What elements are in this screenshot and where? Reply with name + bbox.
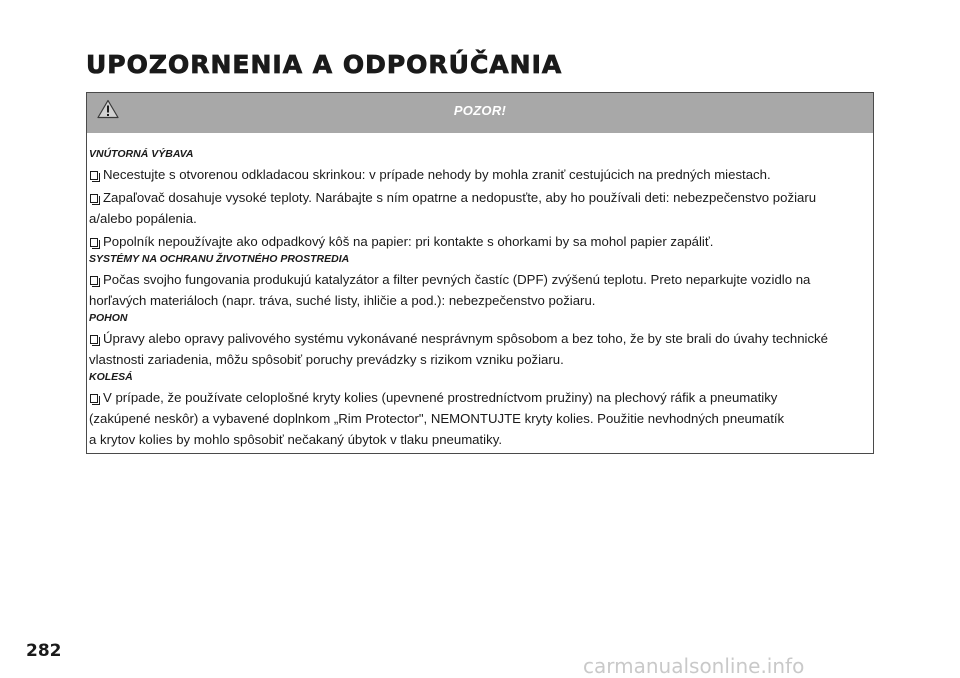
section-heading-wheels: KOLESÁ [89, 371, 133, 383]
page-number: 282 [26, 641, 62, 661]
warning-paragraph: V prípade, že používate celoplošné kryty kolies (upevnené prostredníctvom pružiny) na plechový ráfik a pneumatiky (zakúpené neskôr) a vybavené doplnkom „Rim Protector", NEMONTUJTE kryty kolies. Použitie nevhodných pneumatík a krytov kolies by mohlo spôsobiť nečakaný úbytok v tlaku pneumatiky. [89, 390, 785, 447]
section-heading-drive: POHON [89, 312, 128, 324]
warning-paragraph: Necestujte s otvorenou odkladacou skrinkou: v prípade nehody by mohla zraniť cestujúcich na predných miestach. [89, 164, 873, 185]
warning-paragraph: Zapaľovač dosahuje vysoké teploty. Narábajte s ním opatrne a nedopusťte, aby ho používali deti: nebezpečenstvo požiaru a/alebo popálenia. [89, 190, 817, 226]
watermark: carmanualsonline.info [583, 654, 805, 678]
warning-label: POZOR! [453, 103, 507, 118]
checkbox-bullet-icon [90, 238, 98, 247]
checkbox-bullet-icon [90, 194, 98, 203]
warning-body [87, 133, 873, 450]
checkbox-bullet-icon [90, 335, 98, 344]
page-title: UPOZORNENIA A ODPORÚČANIA [86, 50, 563, 79]
section-heading-environment: SYSTÉMY NA OCHRANU ŽIVOTNÉHO PROSTREDIA [89, 253, 350, 265]
checkbox-bullet-icon [90, 394, 98, 403]
checkbox-bullet-icon [90, 276, 98, 285]
checkbox-bullet-icon [90, 171, 98, 180]
section-heading-interior: VNÚTORNÁ VÝBAVA [89, 148, 194, 160]
warning-box [86, 92, 874, 454]
warning-paragraph: Počas svojho fungovania produkujú katalyzátor a filter pevných častíc (DPF) zvýšenú teplotu. Preto neparkujte vozidlo na horľavých materiáloch (napr. tráva, suché listy, ihličie a pod.): nebezpečenstvo požiaru. [89, 272, 811, 308]
warning-header [87, 93, 873, 133]
warning-paragraph: Popolník nepoužívajte ako odpadkový kôš na papier: pri kontakte s ohorkami by sa mohol papier zapáliť. [89, 231, 873, 252]
warning-paragraph: Úpravy alebo opravy palivového systému vykonávané nesprávnym spôsobom a bez toho, že by ste brali do úvahy technické vlastnosti zariadenia, môžu spôsobiť poruchy prevádzky s rizikom vzniku požiaru. [89, 331, 828, 367]
